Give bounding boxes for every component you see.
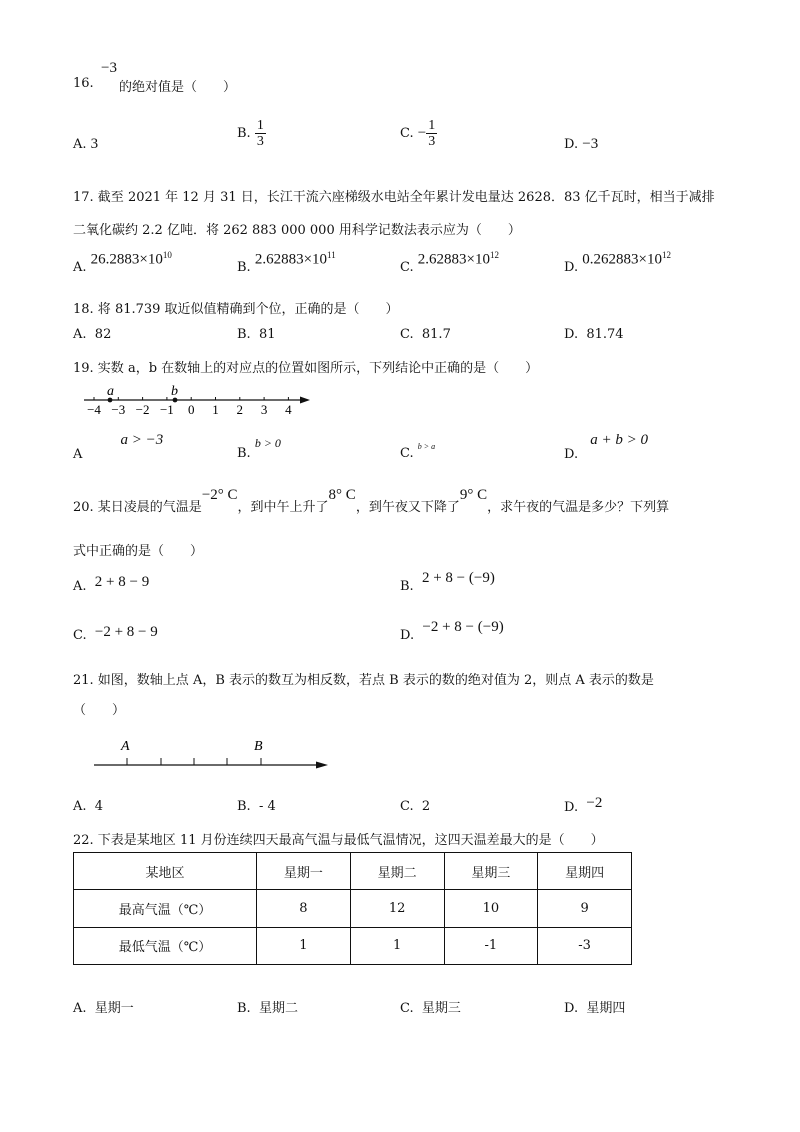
fraction: $\frac{1}{3}$	[428, 118, 436, 149]
table-cell: 1	[257, 927, 351, 964]
table-row	[74, 890, 632, 927]
q18-option-a: A. 82	[73, 327, 112, 342]
table-header-cell: 星期三	[444, 853, 538, 890]
q19-stem: 19. 实数 a，b 在数轴上的对应点的位置如图所示，下列结论中正确的是（ ）	[73, 361, 539, 376]
table-header-cell: 星期二	[350, 853, 444, 890]
q21-option-d: D. −2	[564, 795, 603, 815]
axis-tick-label: −4	[87, 402, 101, 417]
table-cell: -1	[444, 927, 538, 964]
table-cell: 10	[444, 890, 538, 927]
point-b-label: b	[171, 384, 178, 399]
q21-stem-line2: （ ）	[73, 703, 126, 718]
q19-option-d: D. a + b > 0	[564, 432, 648, 462]
temp-value: −2° C	[201, 487, 238, 503]
q19-option-b: B. b > 0	[237, 436, 281, 461]
q17-option-b: B. $2.62883\times 10^{11}$	[237, 250, 336, 276]
axis-tick-label: 0	[187, 402, 195, 417]
table-header-cell: 星期四	[538, 853, 632, 890]
temperature-table	[73, 852, 632, 965]
q18-option-c: C. 81.7	[400, 327, 451, 342]
table-cell: 1	[350, 927, 444, 964]
table-cell: 9	[538, 890, 632, 927]
q21-number-line	[90, 734, 335, 774]
q18-option-d: D. 81.74	[564, 327, 624, 342]
axis-tick-label: 1	[212, 402, 219, 417]
q16-expression: −3	[101, 60, 117, 76]
q17-option-c: C. $2.62883\times 10^{12}$	[400, 250, 499, 276]
q21-option-a: A. 4	[73, 799, 104, 814]
q16-option-c: C. − $\frac{1}{3}$	[400, 118, 436, 149]
q21-stem-line1: 21. 如图，数轴上点 A，B 表示的数互为相反数，若点 B 表示的数的绝对值为 2，则点 A 表示的数是	[73, 673, 654, 688]
q18-option-b: B. 81	[237, 327, 276, 342]
q19-option-c: C. $^{b > a}$	[400, 442, 436, 461]
q17-option-a: A. $26.2883\times 10^{10}$	[73, 250, 172, 276]
axis-tick-label: 4	[285, 402, 292, 417]
table-cell: -3	[538, 927, 632, 964]
point-a-label: A	[121, 739, 130, 754]
q22-option-c: C. 星期三	[400, 1001, 461, 1016]
q16-stem: 的绝对值是（ ）	[119, 80, 237, 95]
q20-stem-line1: 20. 某日凌晨的气温是−2° C，到中午上升了8° C，到午夜又下降了9° C，求午夜的气温是多少？下列算	[73, 487, 670, 515]
q16-option-b: B. $\frac{1}{3}$	[237, 118, 264, 149]
q19-number-line	[80, 380, 320, 420]
q22-option-a: A. 星期一	[73, 1001, 134, 1016]
table-cell: 最高气温（℃）	[74, 890, 257, 927]
q20-stem-line2: 式中正确的是（ ）	[73, 544, 204, 559]
q22-option-b: B. 星期二	[237, 1001, 298, 1016]
temp-value: 8° C	[328, 487, 356, 503]
fraction: $\frac{1}{3}$	[256, 118, 264, 149]
q17-stem-line2: 二氧化碳约 2.2 亿吨．将 262 883 000 000 用科学记数法表示应为（ ）	[73, 223, 521, 238]
temp-value: 9° C	[459, 487, 488, 503]
q21-option-c: C. 2	[400, 799, 431, 814]
q22-option-d: D. 星期四	[564, 1001, 626, 1016]
table-header-row	[74, 853, 632, 890]
q20-option-c: C. −2 + 8 − 9	[73, 624, 158, 643]
q17-option-d: D. $0.262883\times 10^{12}$	[564, 250, 671, 276]
axis-tick-label: −2	[135, 402, 150, 417]
q20-option-d: D. −2 + 8 − (−9)	[400, 619, 504, 643]
table-cell: 最低气温（℃）	[74, 927, 257, 964]
table-header-cell: 星期一	[257, 853, 351, 890]
axis-tick-label: −1	[159, 402, 174, 417]
axis-tick-label: −3	[111, 402, 126, 417]
q17-stem-line1: 17. 截至 2021 年 12 月 31 日，长江干流六座梯级水电站全年累计发电量达 2628．83 亿千瓦时，相当于减排	[73, 190, 715, 205]
axis-tick-label: 2	[236, 402, 244, 417]
q18-stem: 18. 将 81.739 取近似值精确到个位，正确的是（ ）	[73, 302, 399, 317]
q22-stem: 22. 下表是某地区 11 月份连续四天最高气温与最低气温情况，这四天温差最大的是（ ）	[73, 833, 604, 848]
point-a-label: a	[107, 384, 114, 399]
q16-option-d: D. −3	[564, 136, 599, 152]
axis-tick-label: 3	[260, 402, 268, 417]
table-cell: 12	[350, 890, 444, 927]
q21-option-b: B. - 4	[237, 799, 276, 814]
table-header-cell: 某地区	[74, 853, 257, 890]
point-b-label: B	[254, 739, 263, 754]
q20-option-b: B. 2 + 8 − (−9)	[400, 570, 495, 594]
q19-option-a: A a > −3	[73, 432, 164, 462]
q16-option-a: A. 3	[73, 136, 99, 152]
table-row	[74, 927, 632, 964]
q20-option-a: A. 2 + 8 − 9	[73, 574, 150, 594]
table-cell: 8	[257, 890, 351, 927]
q16-number: 16.	[73, 76, 94, 91]
